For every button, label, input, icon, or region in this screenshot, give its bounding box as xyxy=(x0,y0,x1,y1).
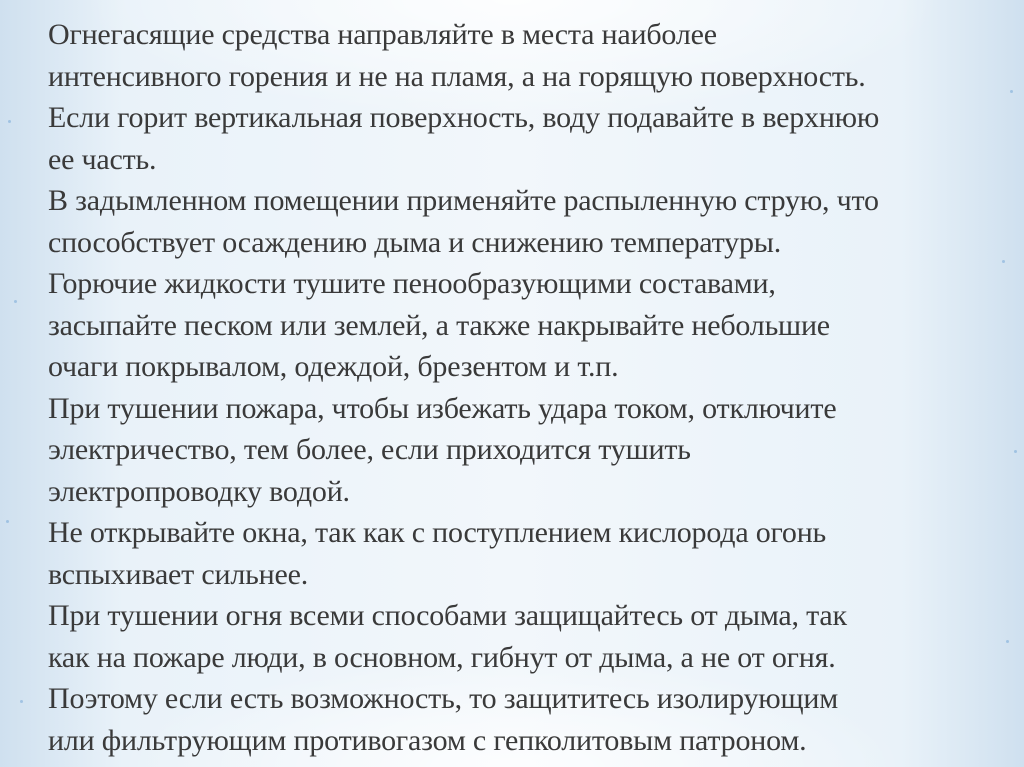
text-line: Огнегасящие средства направляйте в места наиболее xyxy=(48,18,717,51)
text-line: При тушении пожара, чтобы избежать удара током, отключите xyxy=(48,391,837,425)
sparkle-decoration xyxy=(1014,450,1017,453)
text-line: электричество, тем более, если приходится тушить xyxy=(48,433,691,466)
text-line: или фильтрующим противогазом с гепколитовым патроном. xyxy=(48,723,807,757)
text-line: В задымленном помещении применяйте распыленную струю, что xyxy=(48,184,879,217)
sparkle-decoration xyxy=(8,120,11,123)
text-line: Если горит вертикальная поверхность, воду подавайте в верхнюю xyxy=(48,101,880,134)
text-line: Поэтому если есть возможность, то защититесь изолирующим xyxy=(48,682,839,715)
text-line: как на пожаре люди, в основном, гибнут от дыма, а не от огня. xyxy=(48,640,836,674)
text-line: электропроводку водой. xyxy=(48,474,350,508)
slide-text-body xyxy=(48,14,1008,761)
sparkle-decoration xyxy=(20,700,23,703)
text-line: ее часть. xyxy=(48,142,157,176)
text-line: Горючие жидкости тушите пенообразующими составами, xyxy=(48,267,776,300)
text-line: очаги покрывалом, одеждой, брезентом и т.п. xyxy=(48,350,619,383)
text-line: способствует осаждению дыма и снижению температуры. xyxy=(48,225,782,259)
sparkle-decoration xyxy=(6,520,9,523)
sparkle-decoration xyxy=(1010,90,1013,93)
text-line: Не открывайте окна, так как с поступлением кислорода огонь xyxy=(48,516,827,549)
text-line: интенсивного горения и не на пламя, а на горящую поверхность. xyxy=(48,59,866,93)
text-line: засыпайте песком или землей, а также накрывайте небольшие xyxy=(48,308,830,342)
text-line: При тушении огня всеми способами защищайтесь от дыма, так xyxy=(48,599,847,632)
sparkle-decoration xyxy=(14,300,17,303)
text-line: вспыхивает сильнее. xyxy=(48,557,308,591)
